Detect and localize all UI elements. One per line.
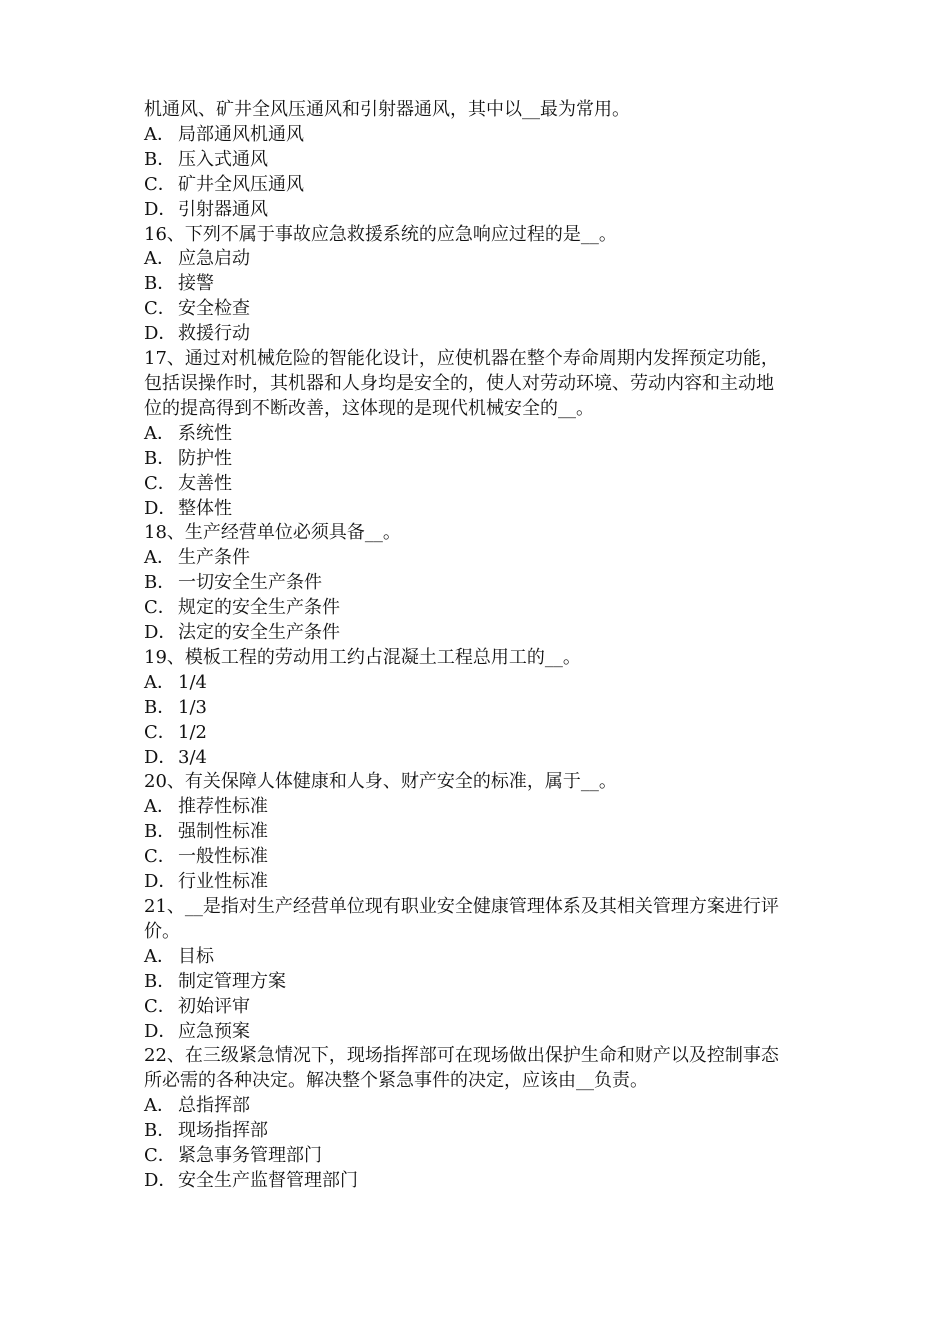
option-text: 初始评审 xyxy=(178,995,250,1017)
option-label: D． xyxy=(144,497,177,519)
stem-line: 包括误操作时，其机器和人身均是安全的，使人对劳动环境、劳动内容和主动地 xyxy=(144,372,774,394)
option-b xyxy=(144,970,814,995)
option-label: A． xyxy=(144,547,175,569)
option-label: B． xyxy=(144,273,176,295)
option-text: 强制性标准 xyxy=(178,821,268,843)
option-label: A． xyxy=(144,945,175,967)
option-label: B． xyxy=(144,821,176,843)
option-text: 推荐性标准 xyxy=(178,796,268,818)
stem-line: 机通风、矿井全风压通风和引射器通风，其中以__最为常用。 xyxy=(144,99,630,120)
option-d xyxy=(144,497,814,522)
option-b xyxy=(144,571,814,596)
option-c xyxy=(144,845,814,870)
stem-line: 17、通过对机械危险的智能化设计，应使机器在整个寿命周期内发挥预定功能， xyxy=(144,348,779,370)
option-label: D． xyxy=(144,1169,177,1191)
option-label: B． xyxy=(144,572,176,594)
option-label: D． xyxy=(144,622,177,644)
option-a xyxy=(144,546,814,571)
option-a xyxy=(144,671,814,696)
question-21 xyxy=(144,895,814,1044)
option-text: 系统性 xyxy=(178,422,232,444)
stem-line: 19、模板工程的劳动用工约占混凝土工程总用工的__。 xyxy=(144,646,581,668)
option-label: B． xyxy=(144,970,176,992)
option-c xyxy=(144,1144,814,1169)
question-19 xyxy=(144,646,814,771)
option-text: 一切安全生产条件 xyxy=(178,572,322,594)
option-text: 接警 xyxy=(178,273,214,295)
option-text: 规定的安全生产条件 xyxy=(178,597,340,619)
option-c xyxy=(144,297,814,322)
option-label: A． xyxy=(144,671,175,693)
stem-line: 价。 xyxy=(144,920,180,942)
question-18 xyxy=(144,521,814,646)
option-label: D． xyxy=(144,323,177,345)
option-b xyxy=(144,696,814,721)
question-stem xyxy=(144,646,814,671)
option-text: 友善性 xyxy=(178,472,232,494)
option-a xyxy=(144,422,814,447)
question-stem xyxy=(144,770,814,795)
option-label: C． xyxy=(144,995,176,1017)
stem-line: 18、生产经营单位必须具备__。 xyxy=(144,522,401,544)
stem-line: 位的提高得到不断改善，这体现的是现代机械安全的__。 xyxy=(144,397,594,419)
option-text: 1/2 xyxy=(178,721,207,743)
stem-line: 21、__是指对生产经营单位现有职业安全健康管理体系及其相关管理方案进行评 xyxy=(144,896,779,917)
option-text: 引射器通风 xyxy=(178,198,268,220)
option-text: 一般性标准 xyxy=(178,846,268,868)
option-b xyxy=(144,272,814,297)
option-text: 防护性 xyxy=(178,447,232,469)
option-text: 应急启动 xyxy=(178,248,250,270)
option-label: A． xyxy=(144,422,175,444)
option-d xyxy=(144,198,814,223)
option-text: 矿井全风压通风 xyxy=(178,173,304,195)
option-text: 法定的安全生产条件 xyxy=(178,622,340,644)
option-a xyxy=(144,945,814,970)
option-label: C． xyxy=(144,173,176,195)
option-label: C． xyxy=(144,1145,176,1167)
option-label: C． xyxy=(144,298,176,320)
option-a xyxy=(144,1094,814,1119)
question-stem xyxy=(144,521,814,546)
option-text: 目标 xyxy=(178,945,214,967)
option-text: 安全检查 xyxy=(178,298,250,320)
option-c xyxy=(144,596,814,621)
option-label: A． xyxy=(144,123,175,145)
option-a xyxy=(144,247,814,272)
option-text: 3/4 xyxy=(178,746,207,768)
stem-line: 22、在三级紧急情况下，现场指挥部可在现场做出保护生命和财产以及控制事态 xyxy=(144,1045,779,1067)
option-text: 制定管理方案 xyxy=(178,970,286,992)
option-text: 总指挥部 xyxy=(178,1095,250,1117)
option-c xyxy=(144,995,814,1020)
question-17 xyxy=(144,347,814,521)
option-d xyxy=(144,621,814,646)
option-b xyxy=(144,447,814,472)
option-b xyxy=(144,1119,814,1144)
option-d xyxy=(144,1169,814,1194)
option-label: A． xyxy=(144,796,175,818)
option-label: D． xyxy=(144,1020,177,1042)
option-text: 整体性 xyxy=(178,497,232,519)
option-a xyxy=(144,123,814,148)
option-label: C． xyxy=(144,846,176,868)
option-b xyxy=(144,148,814,173)
option-d xyxy=(144,322,814,347)
option-label: D． xyxy=(144,198,177,220)
option-text: 1/4 xyxy=(178,671,207,693)
question-stem xyxy=(144,1044,814,1094)
page-content xyxy=(144,98,814,1194)
question-stem xyxy=(144,223,814,248)
option-c xyxy=(144,472,814,497)
question-16 xyxy=(144,223,814,348)
option-label: C． xyxy=(144,721,176,743)
question-22 xyxy=(144,1044,814,1193)
option-label: A． xyxy=(144,248,175,270)
option-d xyxy=(144,1020,814,1045)
option-text: 安全生产监督管理部门 xyxy=(178,1169,358,1191)
option-text: 应急预案 xyxy=(178,1020,250,1042)
stem-line: 20、有关保障人体健康和人身、财产安全的标准，属于__。 xyxy=(144,771,617,793)
option-text: 1/3 xyxy=(178,696,207,718)
question-20 xyxy=(144,770,814,895)
option-label: C． xyxy=(144,597,176,619)
option-text: 压入式通风 xyxy=(178,148,268,170)
stem-line: 16、下列不属于事故应急救援系统的应急响应过程的是__。 xyxy=(144,223,617,245)
question-stem xyxy=(144,347,814,422)
option-label: B． xyxy=(144,696,176,718)
option-text: 现场指挥部 xyxy=(178,1120,268,1142)
option-label: D． xyxy=(144,746,177,768)
option-label: B． xyxy=(144,447,176,469)
option-a xyxy=(144,795,814,820)
option-label: D． xyxy=(144,871,177,893)
option-label: C． xyxy=(144,472,176,494)
option-label: B． xyxy=(144,148,176,170)
option-text: 行业性标准 xyxy=(178,871,268,893)
option-d xyxy=(144,870,814,895)
question-stem xyxy=(144,895,814,945)
option-text: 生产条件 xyxy=(178,547,250,569)
question-stem xyxy=(144,98,814,123)
option-text: 局部通风机通风 xyxy=(178,123,304,145)
question-15-continuation xyxy=(144,98,814,223)
option-label: A． xyxy=(144,1095,175,1117)
option-b xyxy=(144,820,814,845)
option-text: 救援行动 xyxy=(178,323,250,345)
option-c xyxy=(144,721,814,746)
option-text: 紧急事务管理部门 xyxy=(178,1145,322,1167)
option-label: B． xyxy=(144,1120,176,1142)
option-d xyxy=(144,746,814,771)
option-c xyxy=(144,173,814,198)
stem-line: 所必需的各种决定。解决整个紧急事件的决定，应该由__负责。 xyxy=(144,1070,648,1092)
